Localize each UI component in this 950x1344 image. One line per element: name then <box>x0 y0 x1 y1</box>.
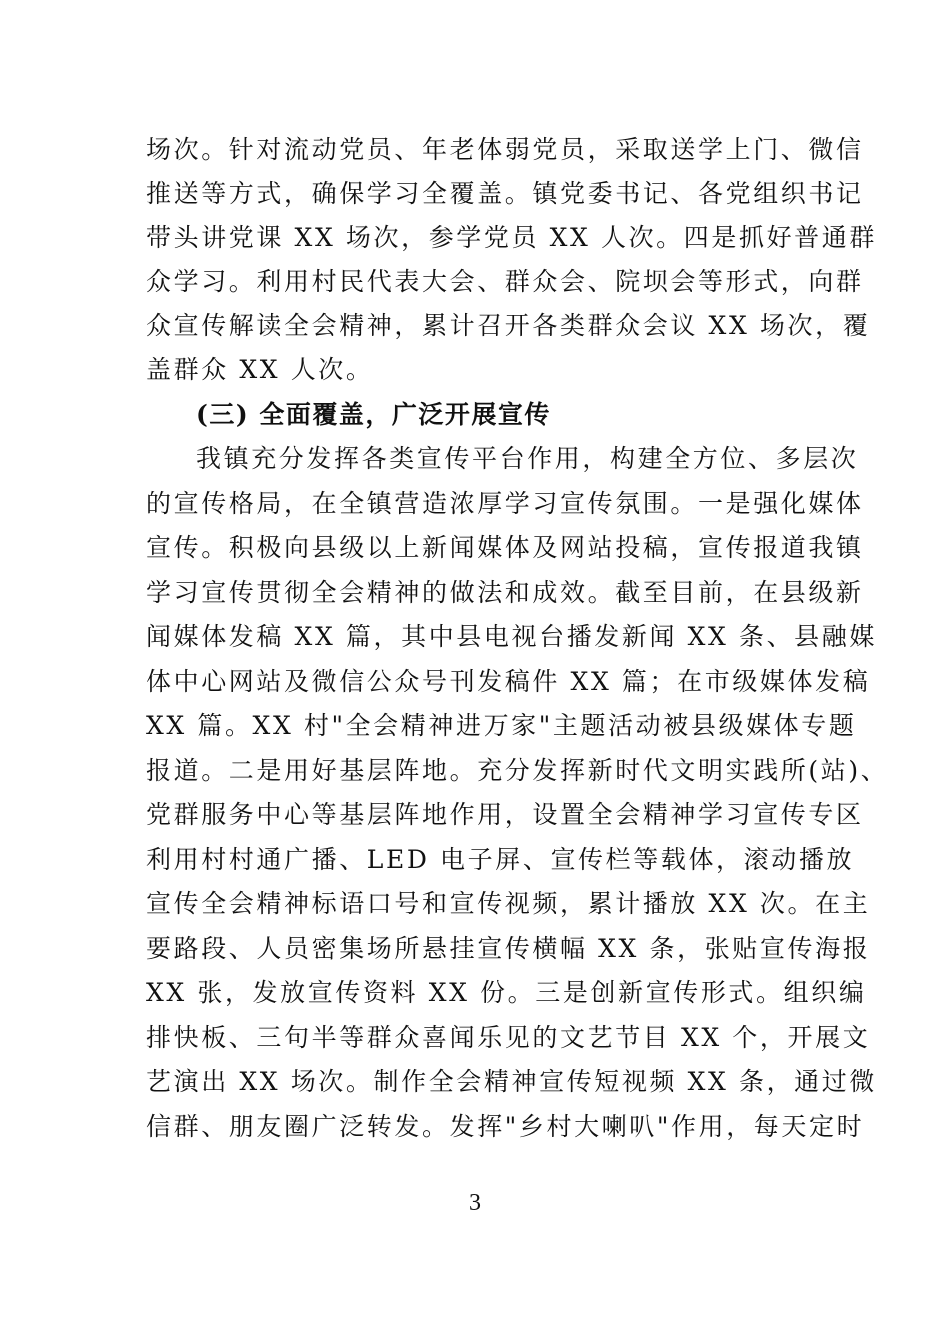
body-text-line: 盖群众 XX 人次。 <box>146 355 374 384</box>
body-text-line: 闻媒体发稿 XX 篇，其中县电视台播发新闻 XX 条、县融媒 <box>146 622 877 651</box>
body-text-line: 带头讲党课 XX 场次，参学党员 XX 人次。四是抓好普通群 <box>146 223 877 252</box>
body-text-line: 排快板、三句半等群众喜闻乐见的文艺节目 XX 个，开展文 <box>146 1023 871 1052</box>
body-text-line: 宣传。积极向县级以上新闻媒体及网站投稿，宣传报道我镇 <box>146 533 864 562</box>
body-text-line: 报道。二是用好基层阵地。充分发挥新时代文明实践所(站)、 <box>146 756 889 785</box>
paragraph-first-line: 我镇充分发挥各类宣传平台作用，构建全方位、多层次 <box>196 444 859 473</box>
body-text-line: 要路段、人员密集场所悬挂宣传横幅 XX 条，张贴宣传海报 <box>146 934 871 963</box>
body-text-line: 利用村村通广播、LED 电子屏、宣传栏等载体，滚动播放 <box>146 845 855 874</box>
body-text-line: 信群、朋友圈广泛转发。发挥"乡村大喇叭"作用，每天定时 <box>146 1112 865 1141</box>
page-number: 3 <box>469 1190 481 1216</box>
body-text-line: XX 篇。XX 村"全会精神进万家"主题活动被县级媒体专题 <box>146 711 857 740</box>
body-text-line: 党群服务中心等基层阵地作用，设置全会精神学习宣传专区 <box>146 800 864 829</box>
section-heading: (三) 全面覆盖，广泛开展宣传 <box>196 400 551 429</box>
body-text-line: 的宣传格局，在全镇营造浓厚学习宣传氛围。一是强化媒体 <box>146 489 864 518</box>
body-text-line: 众学习。利用村民代表大会、群众会、院坝会等形式，向群 <box>146 267 864 296</box>
body-text-line: 推送等方式，确保学习全覆盖。镇党委书记、各党组织书记 <box>146 179 864 208</box>
body-text-line: 体中心网站及微信公众号刊发稿件 XX 篇；在市级媒体发稿 <box>146 667 871 696</box>
body-text-line: 场次。针对流动党员、年老体弱党员，采取送学上门、微信 <box>146 135 864 164</box>
body-text-line: 学习宣传贯彻全会精神的做法和成效。截至目前，在县级新 <box>146 578 864 607</box>
body-text-line: 艺演出 XX 场次。制作全会精神宣传短视频 XX 条，通过微 <box>146 1067 877 1096</box>
body-text-line: XX 张，发放宣传资料 XX 份。三是创新宣传形式。组织编 <box>146 978 867 1007</box>
body-text-line: 宣传全会精神标语口号和宣传视频，累计播放 XX 次。在主 <box>146 889 871 918</box>
body-text-line: 众宣传解读全会精神，累计召开各类群众会议 XX 场次，覆 <box>146 311 871 340</box>
